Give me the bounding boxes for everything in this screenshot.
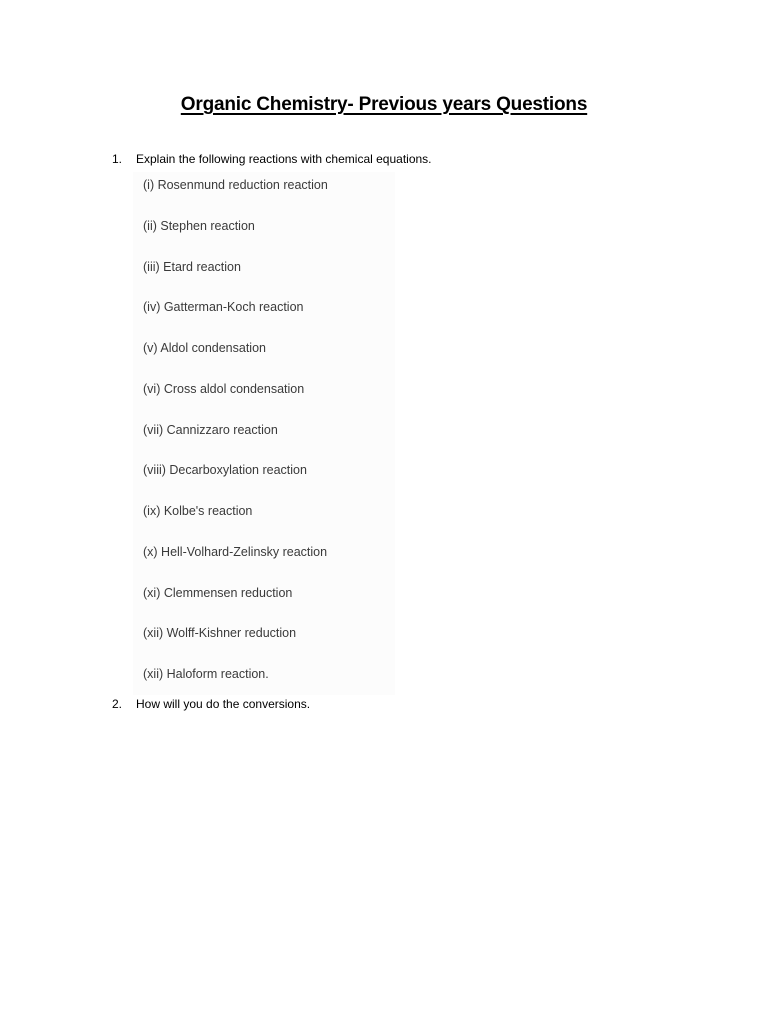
reaction-item: (iii) Etard reaction	[143, 260, 241, 274]
question-2-number: 2.	[112, 697, 123, 711]
reaction-item: (viii) Decarboxylation reaction	[143, 463, 307, 477]
reaction-item: (vii) Cannizzaro reaction	[143, 423, 278, 437]
reaction-item: (vi) Cross aldol condensation	[143, 382, 305, 396]
question-1-text: Explain the following reactions with chemical equations.	[136, 152, 432, 166]
reaction-item: (v) Aldol condensation	[143, 341, 266, 355]
reaction-item: (ii) Stephen reaction	[143, 219, 255, 233]
reaction-item: (iv) Gatterman-Koch reaction	[143, 300, 304, 314]
reaction-list	[133, 172, 395, 695]
question-1-number: 1.	[112, 152, 123, 166]
question-2-text: How will you do the conversions.	[136, 697, 311, 711]
reaction-item: (xii) Haloform reaction.	[143, 667, 269, 681]
reaction-item: (x) Hell-Volhard-Zelinsky reaction	[143, 545, 328, 559]
reaction-item: (ix) Kolbe's reaction	[143, 504, 253, 518]
reaction-item: (xi) Clemmensen reduction	[143, 586, 293, 600]
reaction-item: (xii) Wolff-Kishner reduction	[143, 626, 297, 640]
page-title: Organic Chemistry- Previous years Questions	[180, 94, 588, 115]
reaction-item: (i) Rosenmund reduction reaction	[143, 178, 328, 192]
